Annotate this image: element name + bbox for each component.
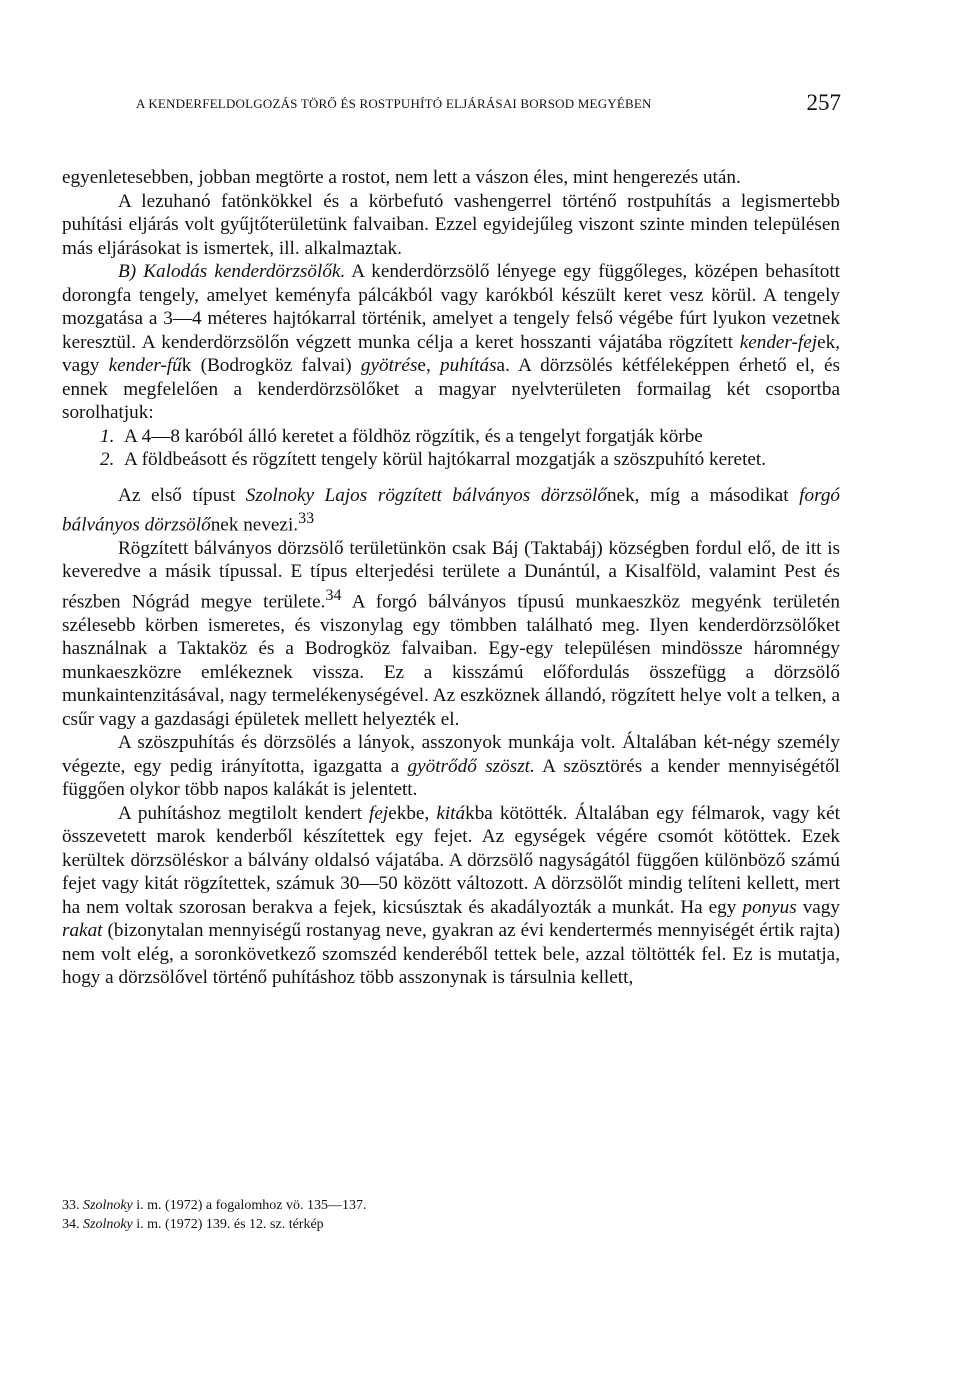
paragraph-text: Az első típust: [118, 484, 246, 506]
italic-term: gyötrés: [360, 355, 418, 376]
paragraph-text: kba kötötték. Általában egy félmarok, vagy két összevetett marok kenderből készítettek egy fejet. Az egységek végére csomót kötöttek. Ezek kerültek dörzsöléskor a bálvány oldalsó vájatába. A dörzsölő nagyságától függően különböző számú fejet vagy kitát rögzítettek, számuk 30—50 között változott. A dörzsölőt mindig telíteni kellett, mert ha nem voltak szorosan berakva a fejek, kicsúsztak és akadályozták a munkát. Ha egy: [62, 802, 840, 918]
running-title: A KENDERFELDOLGOZÁS TÖRŐ ÉS ROSTPUHÍTÓ ELJÁRÁSAI BORSOD MEGYÉBEN: [136, 96, 652, 111]
paragraph-text: (bizonytalan mennyiségű rostanyag neve, gyakran az évi kendertermés mennyiségét értik rajta) nem volt elég, a soronkövetkező szomszéd kenderéből tettek bele, azzal töltötték fel. Ez is mutatja, hogy a dörzsölővel történő puhításhoz több asszonynak is társulnia kellett,: [62, 920, 840, 989]
paragraph-text: k (Bodrogköz falvai): [181, 355, 361, 376]
paragraph-text: a. A dörzsölés kétféleképpen érhető el, és ennek megfelelően a kenderdörzsölőket a magyar nyelvterületen formailag két csoportba sorolhatjuk:: [62, 355, 840, 423]
list-number: 1.: [100, 425, 115, 447]
footnote-number: 34.: [62, 1217, 80, 1232]
footnote-text: i. m. (1972) 139. és 12. sz. térkép: [132, 1217, 324, 1232]
list-number: 2.: [100, 449, 115, 470]
paragraph-text: A szöszpuhítás és dörzsölés a lányok, asszonyok munkája volt. Általában két-négy személy végezte, egy pedig irányította, igazgatta a: [62, 732, 840, 777]
paragraph-text: vagy: [796, 896, 840, 918]
paragraph-text: nek, míg a másodikat: [606, 484, 800, 506]
italic-term: Szolnoky Lajos rögzített bálványos dörzsölő: [245, 484, 607, 506]
italic-term: rakat: [62, 920, 103, 942]
paragraph-text: A puhításhoz megtilolt kendert: [118, 802, 370, 824]
footnote-number: 33.: [62, 1198, 80, 1213]
list-item: [62, 448, 840, 472]
paragraph: [62, 537, 840, 731]
list-item: [62, 425, 840, 449]
paragraph-text: nek nevezi.: [210, 514, 299, 536]
footnote-author: Szolnoky: [83, 1217, 133, 1232]
paragraph-text: A lezuhanó fatönkökkel és a körbefutó vashengerrel történő rostpuhítás a legismertebb puhítási eljárás volt gyűjtőterületünk falvaiban. Ezzel egyidejűleg viszont szinte minden településen más eljárásokat is ismertek, ill. alkalmaztak.: [62, 190, 840, 259]
footnote-ref: 33: [298, 510, 315, 527]
paragraph-text: A kenderdörzsölő lényege egy függőleges, középen behasított dorongfa tengely, amelyet keményfa pálcákból vagy karókból készült keret vesz körül. A tengely mozgatása a 3—4 méteres hajtókarral történik, amelyet a tengely felső végébe fúrt lyukon vezetnek keresztül. A kenderdörzsölőn végzett munka célja a keret hosszanti vájatába rögzített: [62, 261, 841, 353]
italic-term: kender-fej: [739, 331, 818, 353]
list-item-text: A 4—8 karóból álló keretet a földhöz rögzítik, és a tengelyt forgatják körbe: [124, 425, 703, 447]
paragraph: [62, 190, 840, 261]
paragraph-text: ek, vagy: [62, 331, 840, 376]
page-number: 257: [806, 90, 841, 115]
footnote: [62, 1215, 840, 1234]
section-heading: B) Kalodás kenderdörzsölők.: [118, 261, 346, 282]
paragraph-text: Rögzített bálványos dörzsölő területünkön csak Báj (Taktabáj) községben fordul elő, de itt is keveredve a másik típussal. E típus elterjedési területe a Dunántúl, a Kisalföld, valamint Pest és részben Nógrád megye területe.: [62, 537, 840, 613]
paragraph: [62, 260, 840, 425]
paragraph-text: ekbe,: [388, 802, 437, 824]
italic-term: kender-fű: [108, 355, 182, 376]
footnote: [62, 1196, 840, 1215]
italic-term: fej: [369, 802, 389, 824]
paragraph-text: e,: [417, 355, 441, 376]
body-text: [62, 166, 840, 990]
italic-term: gyötrődő szöszt.: [407, 755, 535, 777]
paragraph: egyenletesebben, jobban megtörte a rostot, nem lett a vászon éles, mint hengerezés után.: [62, 167, 741, 188]
italic-term: puhítás: [440, 355, 497, 376]
paragraph: [62, 802, 840, 990]
list-item-text: A földbeásott és rögzített tengely körül hajtókarral mozgatják a szöszpuhító keretet.: [124, 449, 767, 470]
footnote-author: Szolnoky: [83, 1198, 133, 1213]
paragraph: [62, 484, 840, 537]
running-header: [136, 92, 841, 120]
italic-term: ponyus: [742, 896, 797, 918]
italic-term: kitá: [436, 802, 466, 824]
italic-term: forgó bálványos dörzsölő: [62, 484, 841, 536]
paragraph-text: A szösztörés a kender mennyiségétől függően olykor több napos kalákát is jelentett.: [62, 755, 841, 801]
footnote-ref: 34: [325, 586, 342, 604]
footnotes: [62, 1196, 840, 1234]
paragraph-text: A forgó bálványos típusú munkaeszköz megyénk területén szélesebb körben ismeretes, és viszonylag egy tömbben található meg. Ilyen kenderdörzsölőket használnak a Taktaköz és a Bodrogköz falvaiban. Egy-egy településen mindössze háromnégy munkaeszközre emlékeznek vissza. Ez a kisszámú előfordulás összefügg a dörzsölő munkaintenzitásával, nagy termelékenységével. Az eszköznek állandó, rögzített helye volt a telken, a csűr vagy a gazdasági épületek mellett helyezték el.: [62, 591, 840, 730]
footnote-text: i. m. (1972) a fogalomhoz vö. 135—137.: [132, 1198, 367, 1213]
paragraph: [62, 731, 840, 802]
numbered-list: [62, 425, 840, 472]
